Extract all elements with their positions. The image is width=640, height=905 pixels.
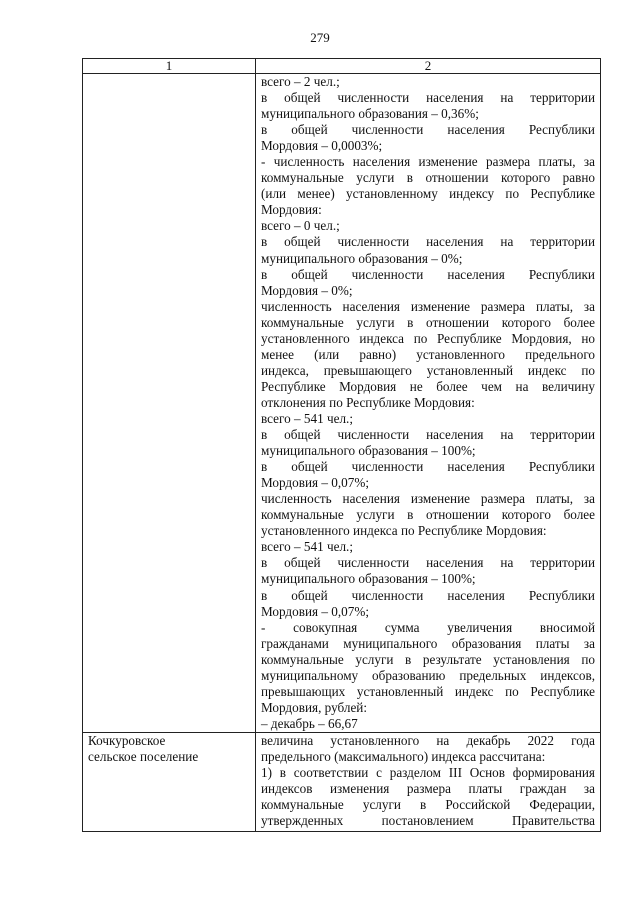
text-line: Республике Мордовия не более чем на величину bbox=[261, 378, 595, 394]
table-row bbox=[83, 732, 601, 831]
text-line: Мордовия, рублей: bbox=[261, 699, 368, 715]
text-line: Мордовия – 0,07%; bbox=[261, 603, 369, 619]
table-row bbox=[83, 74, 601, 733]
text-line: установленного индекса по Республике Мордовия, но bbox=[261, 330, 595, 346]
column-header-2: 2 bbox=[256, 59, 601, 74]
text-line: коммунальные услуги в Российской Федерации, bbox=[261, 797, 595, 813]
text-line: утвержденных постановлением Правительства bbox=[261, 813, 595, 829]
text-line: в общей численности населения на территории bbox=[261, 427, 595, 443]
text-line: муниципального образования – 100%; bbox=[261, 571, 476, 587]
text-line: гражданами муниципального образования платы за bbox=[261, 635, 595, 651]
text-line: численность населения изменение размера платы, за bbox=[261, 491, 595, 507]
text-line: менее (или равно) установленного предельного bbox=[261, 346, 595, 362]
text-line: Мордовия – 0,07%; bbox=[261, 475, 369, 491]
text-line: численность населения изменение размера платы, за bbox=[261, 298, 595, 314]
text-line: индекса, превышающего установленный индекс по bbox=[261, 362, 595, 378]
text-line: в общей численности населения на территории bbox=[261, 234, 595, 250]
text-line: величина установленного на декабрь 2022 года bbox=[261, 732, 595, 748]
text-line: - совокупная сумма увеличения вносимой bbox=[261, 619, 595, 635]
text-line: всего – 2 чел.; bbox=[261, 74, 340, 89]
text-line: в общей численности населения на территории bbox=[261, 555, 595, 571]
text-line: всего – 0 чел.; bbox=[261, 218, 340, 234]
text-line: Мордовия – 0,0003%; bbox=[261, 138, 383, 154]
text-line: в общей численности населения Республики bbox=[261, 459, 595, 475]
municipality-cell bbox=[83, 74, 256, 733]
text-line: предельного (максимального) индекса рассчитана: bbox=[261, 748, 546, 764]
text-line: установленного индекса по Республике Мордовия: bbox=[261, 523, 547, 539]
text-line: в общей численности населения Республики bbox=[261, 587, 595, 603]
indicator-text-cell bbox=[256, 74, 601, 733]
text-line: индексов изменения размера платы граждан за bbox=[261, 781, 595, 797]
text-line: в общей численности населения на территории bbox=[261, 90, 595, 106]
text-line: муниципального образования – 100%; bbox=[261, 443, 476, 459]
text-line: в общей численности населения Республики bbox=[261, 266, 595, 282]
text-line: всего – 541 чел.; bbox=[261, 410, 353, 426]
text-line: коммунальные услуги в отношении которого равно bbox=[261, 170, 595, 186]
text-line: превышающих установленный индекс по Республике bbox=[261, 683, 595, 699]
text-line: всего – 541 чел.; bbox=[261, 539, 353, 555]
municipality-name-line: сельское поселение bbox=[88, 748, 199, 764]
text-line: в общей численности населения Республики bbox=[261, 122, 595, 138]
municipality-name-line: Кочкуровское bbox=[88, 732, 166, 748]
text-line: (или менее) установленному индексу по Республике bbox=[261, 186, 595, 202]
text-line: коммунальные услуги в результате установления по bbox=[261, 651, 595, 667]
column-header-1: 1 bbox=[83, 59, 256, 74]
text-line: отклонения по Республике Мордовия: bbox=[261, 394, 475, 410]
text-line: муниципального образования – 0,36%; bbox=[261, 106, 479, 122]
text-line: коммунальные услуги в отношении которого более bbox=[261, 314, 595, 330]
text-line: муниципальному образованию предельных индексов, bbox=[261, 667, 595, 683]
indicator-text-cell bbox=[256, 732, 601, 831]
text-line: Мордовия: bbox=[261, 202, 322, 218]
text-line: – декабрь – 66,67 bbox=[261, 715, 358, 731]
page-number: 279 bbox=[310, 30, 330, 45]
text-line: коммунальные услуги в отношении которого более bbox=[261, 507, 595, 523]
text-line: 1) в соответствии с разделом III Основ формирования bbox=[261, 765, 595, 781]
table-header-row bbox=[83, 59, 601, 74]
text-line: Мордовия – 0%; bbox=[261, 282, 353, 298]
text-line: муниципального образования – 0%; bbox=[261, 250, 463, 266]
document-table bbox=[82, 58, 601, 832]
municipality-cell bbox=[83, 732, 256, 831]
text-line: - численность населения изменение размера платы, за bbox=[261, 154, 595, 170]
